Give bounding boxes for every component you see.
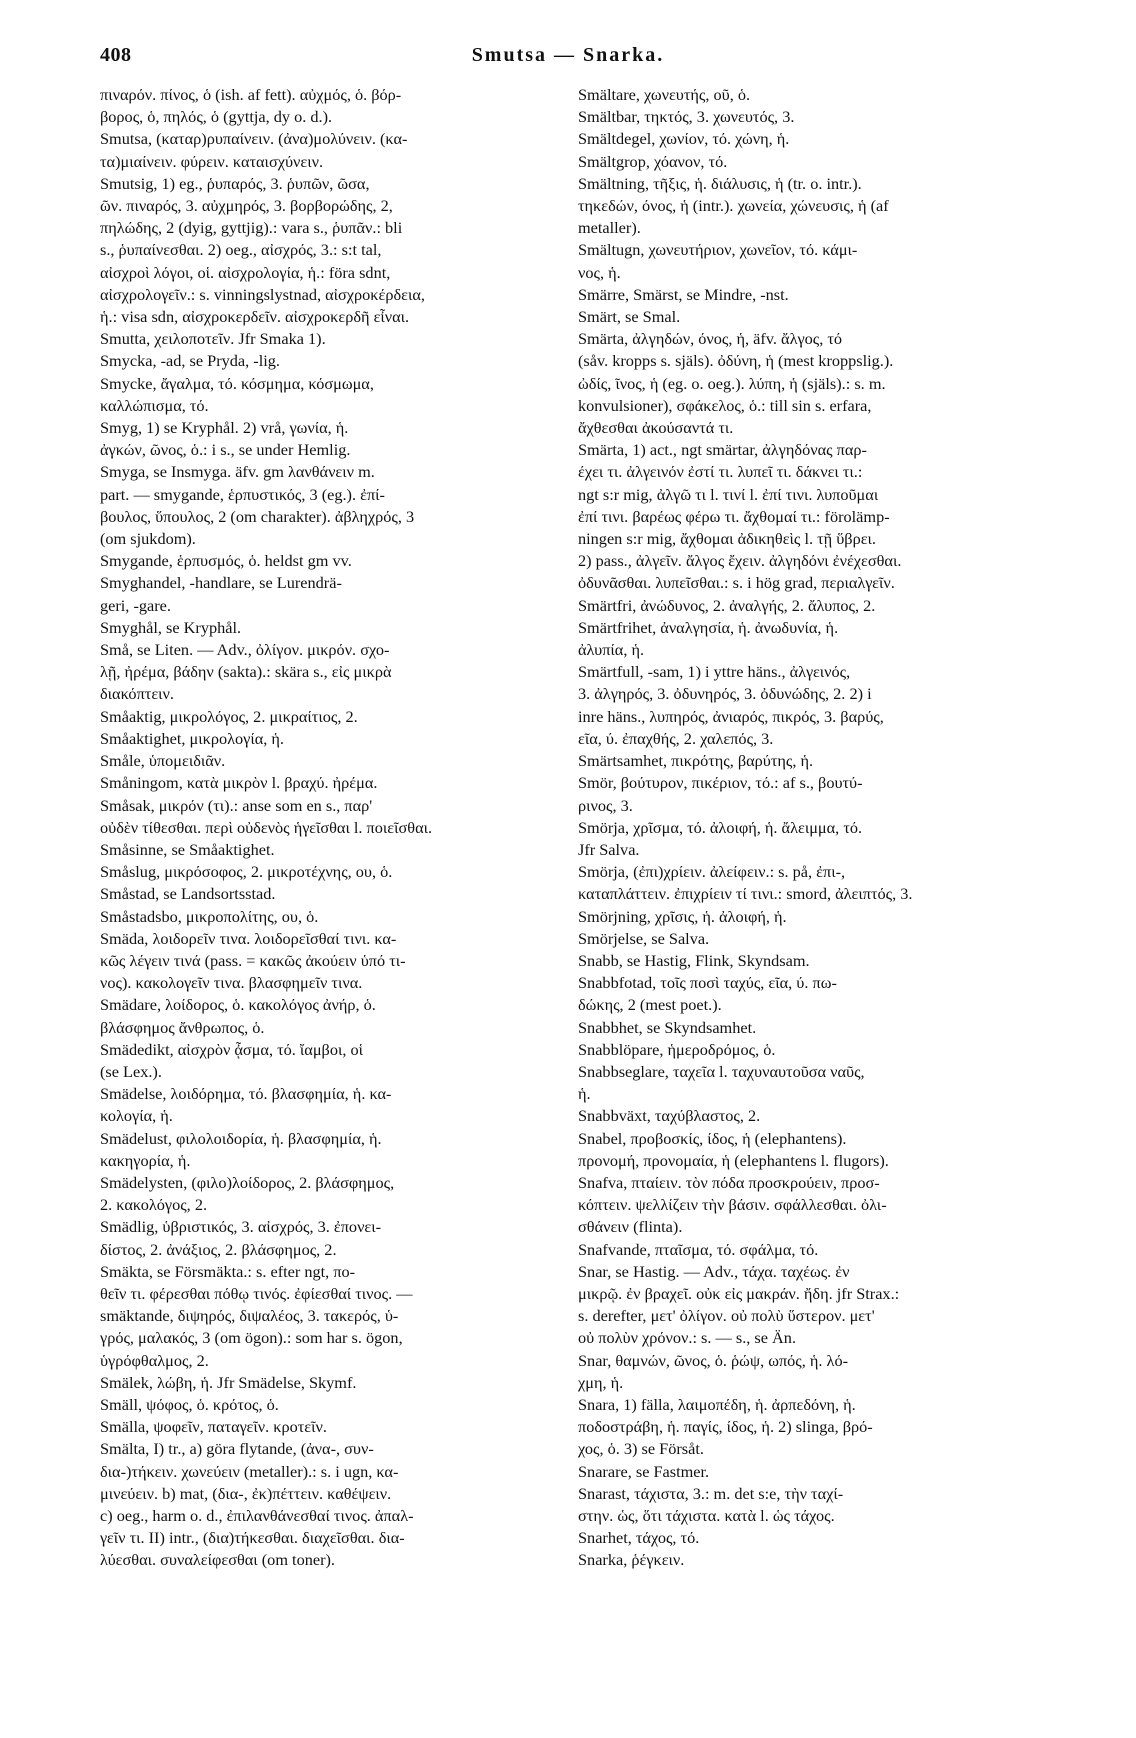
dictionary-line: νος, ἡ. [578,262,621,282]
dictionary-line: Snar, se Hastig. — Adv., τάχα. ταχέως. ἐν [578,1261,850,1281]
dictionary-line: Smyg, 1) se Kryphål. 2) vrå, γωνία, ἡ. [100,418,349,438]
dictionary-line: (om sjukdom). [100,529,196,549]
page-number: 408 [100,44,132,66]
dictionary-line: τηκεδών, όνος, ἡ (intr.). χωνεία, χώνευσις, ἡ (af [578,196,889,216]
dictionary-line: καταπλάττειν. ἐπιχρίειν τί τινι.: smord, ἀλειπτός, 3. [578,884,913,904]
dictionary-line: μικρῷ. ἐν βραχεῖ. οὐκ εἰς μακράν. ἤδη. jfr Strax.: [578,1283,900,1303]
dictionary-line: Jfr Salva. [578,839,640,859]
dictionary-line: κολογία, ἡ. [100,1106,173,1126]
dictionary-line: Smörjelse, se Salva. [578,928,710,948]
dictionary-line: νος). κακολογεῖν τινα. βλασφημεῖν τινα. [100,973,363,993]
dictionary-line: Snafvande, πταῖσμα, τό. σφάλμα, τό. [578,1239,819,1259]
dictionary-line: (såv. kropps s. själs). ὀδύνη, ἡ (mest kroppslig.). [578,351,894,371]
dictionary-line: Snabbväxt, ταχύβλαστος, 2. [578,1106,761,1126]
dictionary-line: (se Lex.). [100,1061,162,1081]
dictionary-line: γεῖν τι. II) intr., (δια)τήκεσθαι. διαχεῖσθαι. δια- [100,1528,405,1548]
dictionary-line: ἄχθεσθαι ἀκούσαντά τι. [578,418,734,438]
dictionary-line: Smäda, λοιδορεῖν τινα. λοιδορεῖσθαί τινι. κα- [100,928,397,948]
dictionary-line: Snarhet, τάχος, τό. [578,1528,700,1548]
dictionary-line: Snara, 1) fälla, λαιμοπέδη, ἡ. ἀρπεδόνη, ἡ. [578,1394,856,1414]
dictionary-line: Snafva, πταίειν. τὸν πόδα προσκρούειν, προσ- [578,1172,880,1192]
dictionary-line: καλλώπισμα, τό. [100,395,209,415]
dictionary-line: ningen s:r mig, ἄχθομαι ἀδικηθεὶς l. τῇ ὕβρει. [578,529,876,549]
dictionary-line: Småle, ὑπομειδιᾶν. [100,751,226,771]
dictionary-line: ὀδυνᾶσθαι. λυπεῖσθαι.: s. i hög grad, περιαλγεῖν. [578,573,895,593]
dictionary-line: Smörja, (ἐπι)χρίειν. ἀλείφειν.: s. på, ἐπι-, [578,862,846,882]
dictionary-line: Smädare, λοίδορος, ὁ. κακολόγος ἀνήρ, ὁ. [100,995,376,1015]
dictionary-line: Småstadsbo, μικροπολίτης, ου, ὁ. [100,906,319,926]
dictionary-line: Smädelse, λοιδόρημα, τό. βλασφημία, ἡ. κα- [100,1084,392,1104]
dictionary-line: Smältgrop, χόανον, τό. [578,151,728,171]
dictionary-line: part. — smygande, ἑρπυστικός, 3 (eg.). ἐπί- [100,484,385,504]
dictionary-line: Snabbseglare, ταχεῖα l. ταχυναυτοῦσα ναῦς, [578,1061,865,1081]
dictionary-line: τα)μιαίνειν. φύρειν. καταισχύνειν. [100,151,324,171]
dictionary-line: Småsinne, se Småaktighet. [100,839,275,859]
dictionary-line: χμη, ἡ. [578,1372,624,1392]
dictionary-line: Småsak, μικρόν (τι).: anse som en s., παρ' [100,795,373,815]
dictionary-line: ποδοστράβη, ἡ. παγίς, ίδος, ἡ. 2) slinga, βρό- [578,1417,873,1437]
dictionary-line: γρός, μαλακός, 3 (om ögon).: som har s. ögon, [100,1328,403,1348]
dictionary-line: Småslug, μικρόσοφος, 2. μικροτέχνης, ου, ὁ. [100,862,393,882]
dictionary-line: Smyga, se Insmyga. äfv. gm λανθάνειν m. [100,462,375,482]
dictionary-line: οὐ πολὺν χρόνον.: s. — s., se Än. [578,1328,797,1348]
dictionary-line: ἀλυπία, ἡ. [578,640,645,660]
dictionary-line: βουλος, ὕπουλος, 2 (om charakter). ἀβληχρός, 3 [100,506,415,526]
dictionary-line: Smältning, τῆξις, ἡ. διάλυσις, ἡ (tr. o. intr.). [578,173,862,193]
dictionary-line: Smutta, χειλοποτεῖν. Jfr Smaka 1). [100,329,326,349]
dictionary-line: 3. ἀλγηρός, 3. ὀδυνηρός, 3. ὀδυνώδης, 2. 2) i [578,684,872,704]
dictionary-line: σθάνειν (flinta). [578,1217,683,1237]
dictionary-line: Smädedikt, αἰσχρὸν ᾆσμα, τό. ἴαμβοι, οἱ [100,1039,364,1059]
dictionary-line: λύεσθαι. συναλείφεσθαι (om toner). [100,1550,335,1570]
dictionary-line: Smältugn, χωνευτήριον, χωνεῖον, τό. κάμι- [578,240,858,260]
dictionary-line: Smärtfrihet, ἀναλγησία, ἡ. ἀνωδυνία, ἡ. [578,617,839,637]
dictionary-line: Smältdegel, χωνίον, τό. χώνη, ἡ. [578,129,790,149]
dictionary-line: ἐπί τινι. βαρέως φέρω τι. ἄχθομαί τι.: förolämp- [578,506,890,526]
dictionary-line: s., ῥυπαίνεσθαι. 2) oeg., αἰσχρός, 3.: s:t tal, [100,240,382,260]
dictionary-line: βλάσφημος ἄνθρωπος, ὁ. [100,1017,265,1037]
dictionary-line: Smädelust, φιλολοιδορία, ἡ. βλασφημία, ἡ. [100,1128,382,1148]
dictionary-line: λῇ, ἠρέμα, βάδην (sakta).: skära s., εἰς μικρὰ [100,662,392,682]
dictionary-line: πιναρόν. πίνος, ὁ (ish. af fett). αὐχμός, ὁ. βόρ- [100,85,402,104]
dictionary-line: Småstad, se Landsortsstad. [100,884,276,904]
dictionary-line: Snabbfotad, τοῖς ποσὶ ταχύς, εῖα, ύ. πω- [578,973,837,993]
dictionary-line: Smyghandel, -handlare, se Lurendrä- [100,573,342,593]
dictionary-line: αἰσχροὶ λόγοι, οἱ. αἰσχρολογία, ἡ.: föra sdnt, [100,262,391,282]
dictionary-line: Smyghål, se Kryphål. [100,617,242,637]
dictionary-line: ὑγρόφθαλμος, 2. [100,1350,209,1370]
dictionary-line: Smutsig, 1) eg., ῥυπαρός, 3. ῥυπῶν, ῶσα, [100,173,370,193]
dictionary-line: Smäkta, se Försmäkta.: s. efter ngt, πο- [100,1261,356,1281]
dictionary-line: κῶς λέγειν τινά (pass. = κακῶς ἀκούειν ὑπό τι- [100,950,406,970]
dictionary-line: Smäll, ψόφος, ὁ. κρότος, ὁ. [100,1394,279,1414]
dictionary-line: Snarare, se Fastmer. [578,1461,710,1481]
dictionary-line: στην. ὡς, ὅτι τάχιστα. κατὰ l. ὡς τάχος. [578,1506,835,1525]
dictionary-line: Småaktighet, μικρολογία, ἡ. [100,728,284,748]
dictionary-line: Smältare, χωνευτής, οῦ, ὁ. [578,85,751,104]
dictionary-line: Snarka, ῥέγκειν. [578,1550,685,1570]
dictionary-line: δίστος, 2. ἀνάξιος, 2. βλάσφημος, 2. [100,1239,337,1259]
dictionary-line: Snabel, προβοσκίς, ίδος, ἡ (elephantens). [578,1128,847,1148]
dictionary-columns [100,84,1038,1714]
dictionary-line: Smärtsamhet, πικρότης, βαρύτης, ἡ. [578,751,814,771]
dictionary-line: Smältbar, τηκτός, 3. χωνευτός, 3. [578,107,795,127]
dictionary-line: Små, se Liten. — Adv., ὀλίγον. μικρόν. σχο- [100,640,390,660]
dictionary-line: ρινος, 3. [578,795,633,815]
dictionary-line: Smälek, λώβη, ἡ. Jfr Smädelse, Skymf. [100,1372,357,1392]
dictionary-line: Smutsa, (καταρ)ρυπαίνειν. (ἀνα)μολύνειν. (κα- [100,129,408,149]
dictionary-line: Smygande, ἑρπυσμός, ὁ. heldst gm vv. [100,551,352,571]
dictionary-line: Smärta, 1) act., ngt smärtar, ἀλγηδόνας παρ- [578,440,867,460]
dictionary-line: Smör, βούτυρον, πικέριον, τό.: af s., βουτύ- [578,773,863,793]
dictionary-line: μινεύειν. b) mat, (δια-, ἐκ)πέττειν. καθέψειν. [100,1483,392,1503]
dictionary-line: c) oeg., harm o. d., ἐπιλανθάνεσθαί τινος. ἀπαλ- [100,1506,414,1525]
dictionary-line: χος, ὁ. 3) se Försåt. [578,1439,704,1459]
dictionary-line: Smärtfull, -sam, 1) i yttre häns., ἀλγεινός, [578,662,851,682]
dictionary-line: δώκης, 2 (mest poet.). [578,995,722,1015]
dictionary-line: Smörjning, χρῖσις, ἡ. ἀλοιφή, ἡ. [578,906,787,926]
dictionary-line: διακόπτειν. [100,684,174,704]
dictionary-line: Smädelysten, (φιλο)λοίδορος, 2. βλάσφημος, [100,1172,395,1192]
dictionary-line: konvulsioner), σφάκελος, ὁ.: till sin s. erfara, [578,395,872,415]
dictionary-line: ἀγκών, ῶνος, ὁ.: i s., se under Hemlig. [100,440,351,460]
dictionary-line: Småaktig, μικρολόγος, 2. μικραίτιος, 2. [100,706,358,726]
right-column [578,84,1038,1714]
left-column [100,84,560,1714]
dictionary-line: ῶν. πιναρός, 3. αὐχμηρός, 3. βορβορώδης, 2, [100,196,393,216]
dictionary-line: smäktande, διψηρός, διψαλέος, 3. τακερός, ὑ- [100,1306,399,1326]
dictionary-line: έχει τι. ἀλγεινόν ἐστί τι. λυπεῖ τι. δάκνει τι.: [578,462,863,482]
dictionary-line: Smälla, ψοφεῖν, παταγεῖν. κροτεῖν. [100,1417,327,1437]
dictionary-line: εῖα, ύ. ἐπαχθής, 2. χαλεπός, 3. [578,728,774,748]
dictionary-line: Smycke, ἄγαλμα, τό. κόσμημα, κόσμωμα, [100,373,374,393]
dictionary-line: 2. κακολόγος, 2. [100,1195,208,1215]
dictionary-line: metaller). [578,218,641,238]
dictionary-line: προνομή, προνομαία, ἡ (elephantens l. flugors). [578,1150,889,1170]
dictionary-line: Smälta, I) tr., a) göra flytande, (ἀνα-, συν- [100,1439,374,1459]
dictionary-line: Smärt, se Smal. [578,307,681,327]
dictionary-line: κακηγορία, ἡ. [100,1150,191,1170]
running-head: Smutsa — Snarka. [471,44,665,66]
dictionary-line: πηλώδης, 2 (dyig, gyttjig).: vara s., ῥυπᾶν.: bli [100,218,403,238]
page-header [100,44,1036,74]
dictionary-line: θεῖν τι. φέρεσθαι πόθῳ τινός. ἐφίεσθαί τινος. — [100,1283,413,1303]
dictionary-line: Snabblöpare, ἡμεροδρόμος, ὁ. [578,1039,776,1059]
dictionary-line: geri, -gare. [100,595,171,615]
dictionary-line: ἡ.: visa sdn, αἰσχροκερδεῖν. αἰσχροκερδῆ εἶναι. [100,307,410,327]
dictionary-line: Snarast, τάχιστα, 3.: m. det s:e, τὴν ταχί- [578,1483,844,1503]
dictionary-line: Smädlig, ὑβριστικός, 3. αἰσχρός, 3. ἐπονει- [100,1217,382,1237]
dictionary-line: Smörja, χρῖσμα, τό. ἀλοιφή, ἡ. ἄλειμμα, τό. [578,817,863,837]
dictionary-line: Smycka, -ad, se Pryda, -lig. [100,351,280,371]
dictionary-line: Smärta, ἀλγηδών, όνος, ἡ, äfv. ἄλγος, τό [578,329,843,349]
dictionary-line: s. derefter, μετ' ὀλίγον. οὐ πολὺ ὕστερον. μετ' [578,1306,875,1326]
dictionary-line: Snabb, se Hastig, Flink, Skyndsam. [578,950,810,970]
dictionary-line: inre häns., λυπηρός, ἀνιαρός, πικρός, 3. βαρύς, [578,706,884,726]
dictionary-line: βορος, ὁ, πηλός, ὁ (gyttja, dy o. d.). [100,107,333,127]
dictionary-line: ἡ. [578,1084,591,1104]
dictionary-line: Snabbhet, se Skyndsamhet. [578,1017,757,1037]
dictionary-line: ὠδίς, ῖνος, ἡ (eg. o. oeg.). λύπη, ἡ (själs).: s. m. [578,373,886,393]
dictionary-line: Småningom, κατὰ μικρὸν l. βραχύ. ἠρέμα. [100,773,378,793]
dictionary-line: Snar, θαμνών, ῶνος, ὁ. ῥώψ, ωπός, ἡ. λό- [578,1350,849,1370]
dictionary-line: 2) pass., ἀλγεῖν. ἄλγος ἔχειν. ἀλγηδόνι ἐνέχεσθαι. [578,551,902,571]
dictionary-line: Smärtfri, ἀνώδυνος, 2. ἀναλγής, 2. ἄλυπος, 2. [578,595,876,615]
dictionary-line: Smärre, Smärst, se Mindre, -nst. [578,284,789,304]
dictionary-line: ngt s:r mig, ἀλγῶ τι l. τινί l. ἐπί τινι. λυποῦμαι [578,484,879,504]
dictionary-line: δια-)τήκειν. χωνεύειν (metaller).: s. i ugn, κα- [100,1461,399,1481]
dictionary-line: αἰσχρολογεῖν.: s. vinningslystnad, αἰσχροκέρδεια, [100,284,425,304]
dictionary-line: οὐδὲν τίθεσθαι. περὶ οὐδενὸς ἡγεῖσθαι l. ποιεῖσθαι. [100,817,433,837]
dictionary-line: κόπτειν. ψελλίζειν τὴν βάσιν. σφάλλεσθαι. ὀλι- [578,1195,887,1215]
